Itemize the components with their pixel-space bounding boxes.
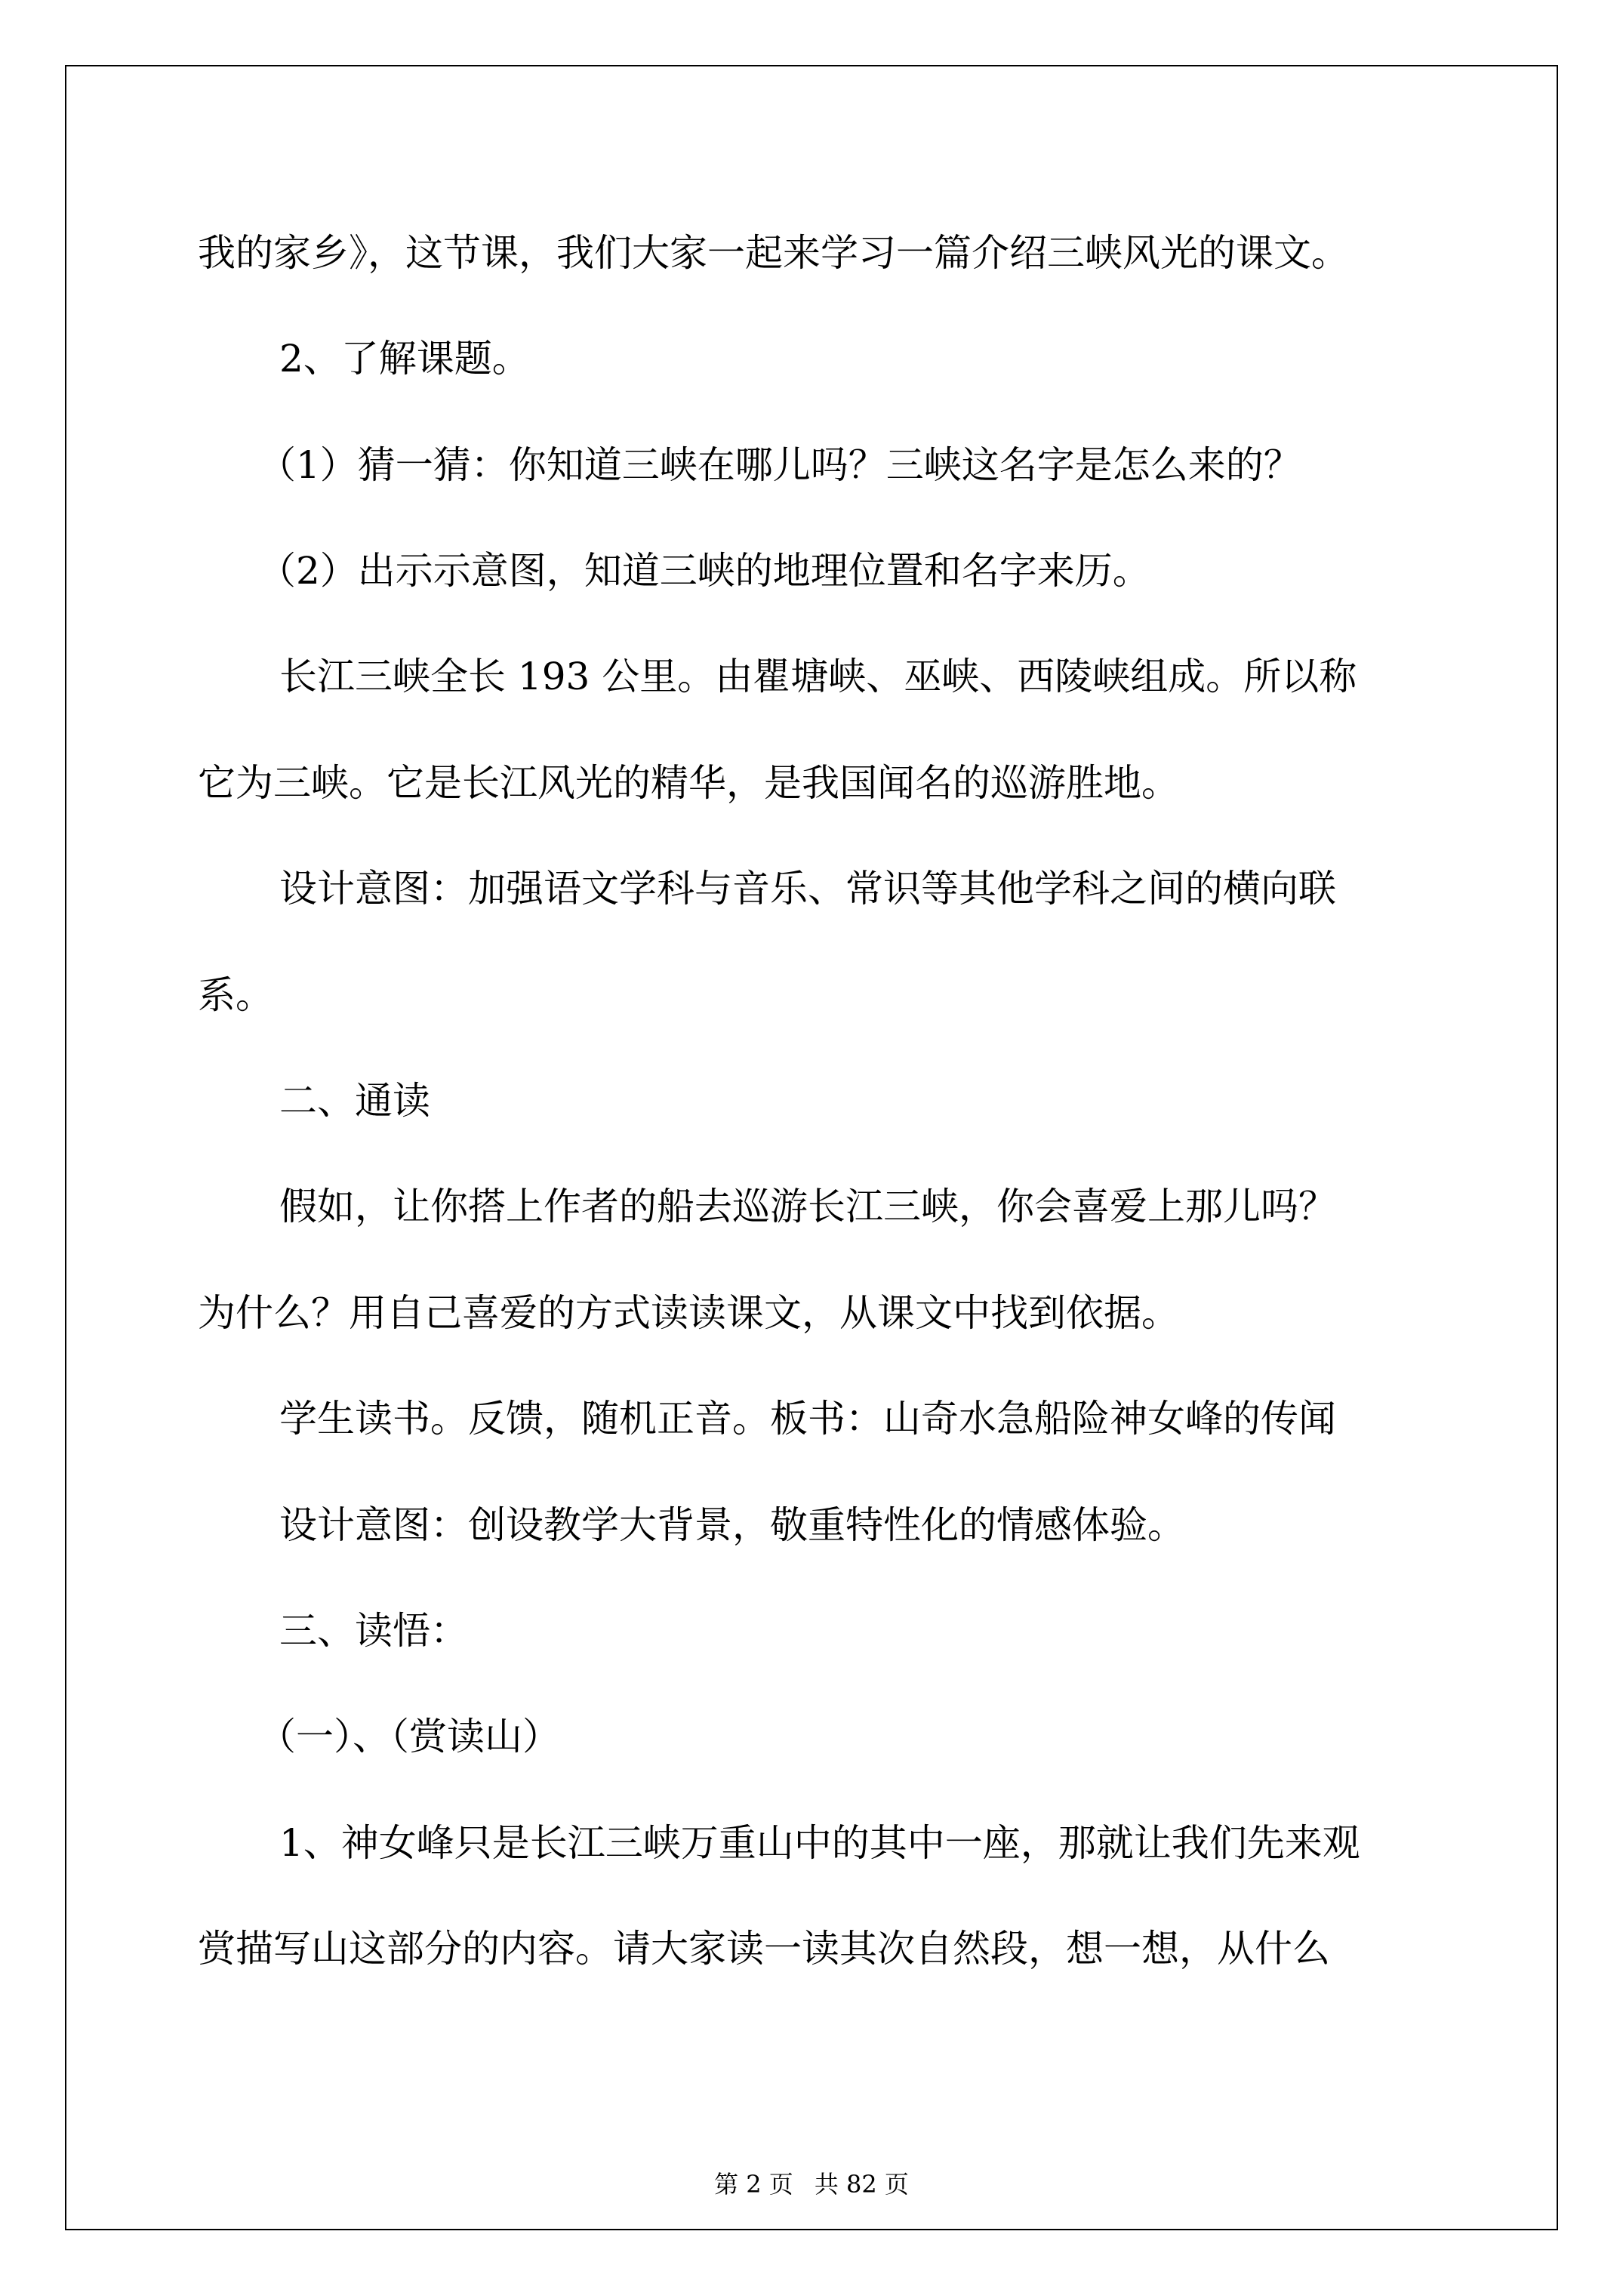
- text-line: （1）猜一猜：你知道三峡在哪儿吗？三峡这名字是怎么来的？: [258, 443, 1301, 487]
- text-line: 为什么？用自己喜爱的方式读读课文，从课文中找到依据。: [198, 1291, 1179, 1335]
- subsection-heading: （一）、（赏读山）: [258, 1715, 560, 1758]
- section-heading: 三、读悟：: [279, 1609, 468, 1653]
- text-line: （2）出示示意图，知道三峡的地理位置和名字来历。: [258, 549, 1150, 593]
- page-footer: [0, 2165, 1623, 2200]
- page-border: [65, 65, 1558, 2230]
- text-line: 赏描写山这部分的内容。请大家读一读其次自然段，想一想，从什么: [198, 1927, 1330, 1971]
- text-line: 长江三峡全长 193 公里。由瞿塘峡、巫峡、西陵峡组成。所以称: [279, 655, 1357, 698]
- section-heading: 二、通读: [279, 1079, 430, 1123]
- text-line: 学生读书。反馈，随机正音。板书：山奇水急船险神女峰的传闻: [279, 1397, 1336, 1441]
- text-line: 设计意图：创设教学大背景，敬重特性化的情感体验。: [279, 1503, 1185, 1547]
- text-line: 假如，让你搭上作者的船去巡游长江三峡，你会喜爱上那儿吗？: [279, 1185, 1336, 1228]
- text-line: 2、了解课题。: [279, 337, 530, 381]
- text-line: 1、神女峰只是长江三峡万重山中的其中一座，那就让我们先来观: [279, 1821, 1360, 1865]
- text-line: 我的家乡》，这节课，我们大家一起来学习一篇介绍三峡风光的课文。: [198, 231, 1349, 275]
- page-total: 共 82 页: [814, 2170, 909, 2199]
- text-line: 系。: [198, 973, 273, 1017]
- page-number: 第 2 页: [714, 2170, 793, 2199]
- text-line: 设计意图：加强语文学科与音乐、常识等其他学科之间的横向联: [279, 867, 1336, 911]
- text-line: 它为三峡。它是长江风光的精华，是我国闻名的巡游胜地。: [198, 761, 1179, 805]
